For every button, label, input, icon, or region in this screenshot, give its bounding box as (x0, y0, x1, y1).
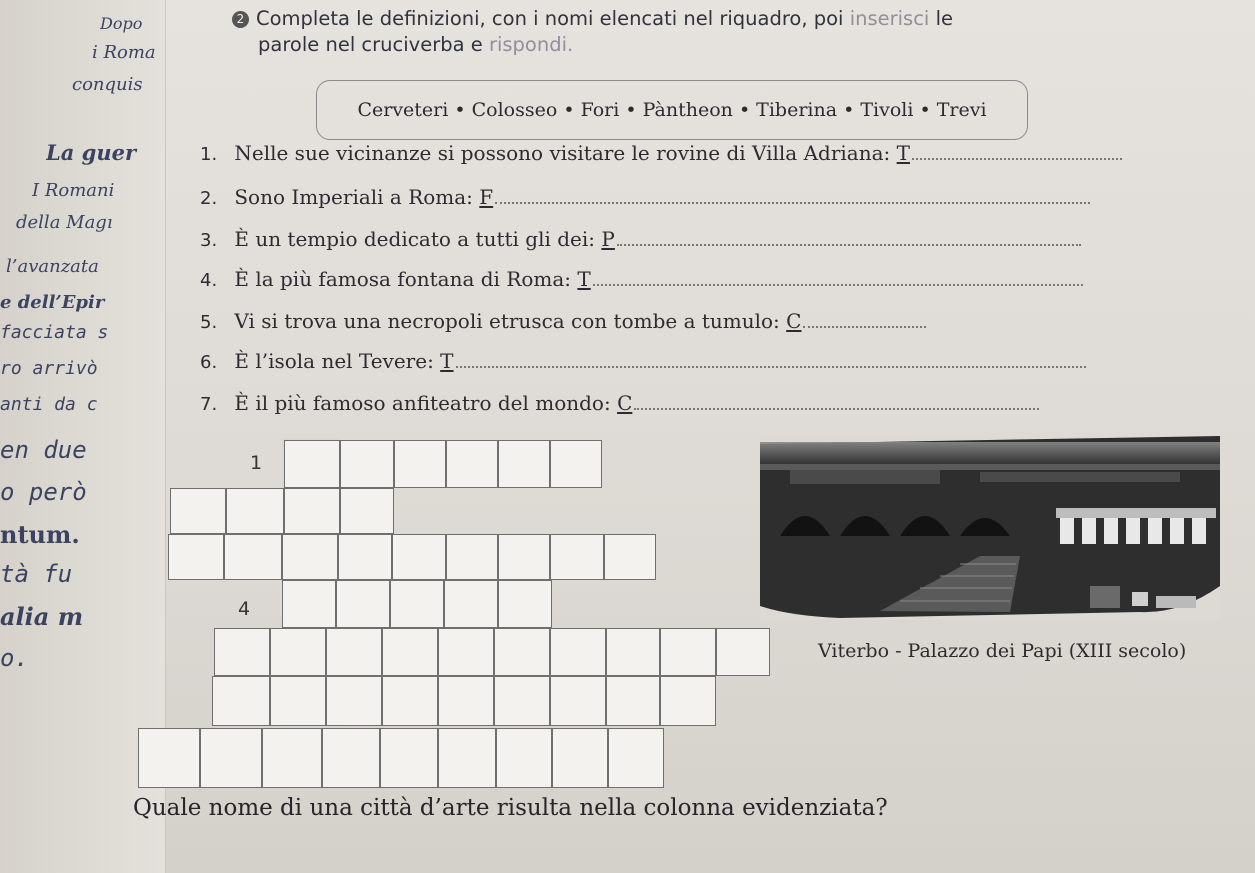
clue-first-letter: P (601, 227, 615, 251)
answer-blank[interactable] (803, 324, 926, 328)
instruction-faded-text-line2: rispondi. (488, 33, 574, 56)
instruction-text: Completa le definizioni, con i nomi elencati nel riquadro, poi (256, 7, 844, 30)
crossword-cell[interactable] (394, 440, 446, 488)
clue-text: È la più famosa fontana di Roma: (234, 267, 572, 291)
crossword-cell[interactable] (438, 676, 494, 726)
clue-text: È il più famoso anfiteatro del mondo: (234, 391, 611, 415)
clue-number: 4. (200, 270, 218, 291)
clue-item (200, 348, 1086, 376)
clue-number: 7. (200, 394, 218, 415)
edge-text: Dopo (100, 14, 143, 33)
answer-blank[interactable] (495, 200, 1090, 204)
crossword-cell[interactable] (224, 534, 282, 580)
clue-first-letter: T (577, 267, 591, 291)
crossword-cell[interactable] (438, 628, 494, 676)
crossword-cell[interactable] (270, 628, 326, 676)
crossword-cell[interactable] (550, 676, 606, 726)
crossword-cell[interactable] (444, 580, 498, 628)
crossword-cell[interactable] (168, 534, 224, 580)
crossword-cell[interactable] (326, 628, 382, 676)
crossword-cell[interactable] (212, 676, 270, 726)
palazzo-dei-papi-photo (760, 436, 1220, 620)
clue-text: Sono Imperiali a Roma: (234, 185, 473, 209)
crossword-cell[interactable] (446, 440, 498, 488)
crossword-cell[interactable] (170, 488, 226, 534)
edge-text: alia m (0, 602, 84, 631)
step-number-badge: 2 (232, 11, 249, 28)
clue-first-letter: T (440, 349, 454, 373)
clue-number: 1. (200, 144, 218, 165)
crossword-cell[interactable] (336, 580, 390, 628)
crossword-cell[interactable] (282, 580, 336, 628)
instruction-text-line2: parole nel cruciverba e (258, 33, 483, 56)
crossword-cell[interactable] (608, 728, 664, 788)
crossword-cell[interactable] (340, 488, 394, 534)
crossword-cell[interactable] (550, 628, 606, 676)
crossword-cell[interactable] (382, 628, 438, 676)
clue-first-letter: C (786, 309, 802, 333)
clue-item (200, 266, 1083, 294)
edge-text: anti da c (0, 394, 98, 415)
edge-text: ro arrivò (0, 358, 98, 379)
crossword-cell[interactable] (200, 728, 262, 788)
crossword-cell[interactable] (322, 728, 380, 788)
crossword-cell[interactable] (496, 728, 552, 788)
clue-first-letter: F (479, 185, 494, 209)
crossword-cell[interactable] (382, 676, 438, 726)
crossword-cell[interactable] (716, 628, 770, 676)
clue-item (200, 226, 1081, 254)
edge-text: e dell’Epir (0, 292, 105, 313)
clue-number: 5. (200, 312, 218, 333)
crossword-cell[interactable] (550, 534, 604, 580)
edge-text: conquis (72, 74, 143, 95)
clue-text: Vi si trova una necropoli etrusca con tombe a tumulo: (234, 309, 780, 333)
crossword-cell[interactable] (606, 628, 660, 676)
crossword-cell[interactable] (284, 440, 340, 488)
clue-item (200, 140, 1122, 168)
crossword-cell[interactable] (340, 440, 394, 488)
answer-blank[interactable] (617, 242, 1081, 246)
crossword-cell[interactable] (660, 676, 716, 726)
crossword-cell[interactable] (660, 628, 716, 676)
clue-item (200, 308, 926, 336)
clue-text: Nelle sue vicinanze si possono visitare le rovine di Villa Adriana: (234, 141, 891, 165)
crossword-cell[interactable] (284, 488, 340, 534)
clue-number: 6. (200, 352, 218, 373)
crossword-cell[interactable] (138, 728, 200, 788)
row-number-4: 4 (238, 598, 251, 620)
instruction-text-end: le (935, 7, 953, 30)
clue-item (200, 390, 1039, 418)
crossword-cell[interactable] (262, 728, 322, 788)
edge-text: o però (0, 478, 87, 506)
answer-blank[interactable] (456, 364, 1086, 368)
clue-first-letter: C (617, 391, 633, 415)
crossword-cell[interactable] (494, 628, 550, 676)
edge-text: o. (0, 644, 29, 672)
clue-number: 2. (200, 188, 218, 209)
edge-text: facciata s (0, 322, 109, 343)
crossword-cell[interactable] (380, 728, 438, 788)
crossword-cell[interactable] (438, 728, 496, 788)
clue-first-letter: T (896, 141, 910, 165)
edge-text: I Romani (32, 180, 115, 201)
clue-number: 3. (200, 230, 218, 251)
crossword-number-cell (226, 580, 282, 628)
row-number-1: 1 (250, 452, 263, 474)
edge-text: tà fu (0, 560, 73, 588)
edge-text: della Magı (16, 212, 113, 233)
crossword-cell[interactable] (326, 676, 382, 726)
answer-blank[interactable] (593, 282, 1083, 286)
crossword-cell[interactable] (606, 676, 660, 726)
edge-text: La guer (46, 140, 137, 165)
crossword-cell[interactable] (550, 440, 602, 488)
photo-caption: Viterbo - Palazzo dei Papi (XIII secolo) (818, 640, 1187, 662)
crossword-cell[interactable] (214, 628, 270, 676)
crossword-cell[interactable] (390, 580, 444, 628)
crossword-cell[interactable] (498, 580, 552, 628)
photo-illustration (760, 436, 1220, 620)
edge-text: l’avanzata (6, 256, 99, 277)
edge-text: ntum. (0, 520, 80, 549)
clue-text: È l’isola nel Tevere: (234, 349, 434, 373)
clue-item (200, 184, 1090, 212)
crossword-cell[interactable] (392, 534, 446, 580)
word-bank-box: Cerveteri • Colosseo • Fori • Pàntheon • Tiberina • Tivoli • Trevi (316, 80, 1028, 140)
clue-text: È un tempio dedicato a tutti gli dei: (234, 227, 596, 251)
edge-text: i Roma (92, 42, 156, 63)
instruction-faded-text: inserisci (849, 7, 930, 30)
crossword-number-cell (226, 440, 284, 488)
crossword-cell[interactable] (494, 676, 550, 726)
edge-text: en due (0, 436, 87, 464)
crossword-cell[interactable] (270, 676, 326, 726)
answer-blank[interactable] (634, 406, 1039, 410)
crossword-cell[interactable] (226, 488, 284, 534)
crossword-cell[interactable] (498, 440, 550, 488)
crossword-cell[interactable] (446, 534, 498, 580)
crossword-cell[interactable] (282, 534, 338, 580)
crossword-cell[interactable] (338, 534, 392, 580)
answer-blank[interactable] (912, 156, 1122, 160)
crossword-cell[interactable] (552, 728, 608, 788)
exercise-instruction (232, 6, 1242, 58)
crossword-cell[interactable] (498, 534, 550, 580)
crossword-cell[interactable] (604, 534, 656, 580)
final-question: Quale nome di una città d’arte risulta nella colonna evidenziata? (133, 795, 888, 821)
